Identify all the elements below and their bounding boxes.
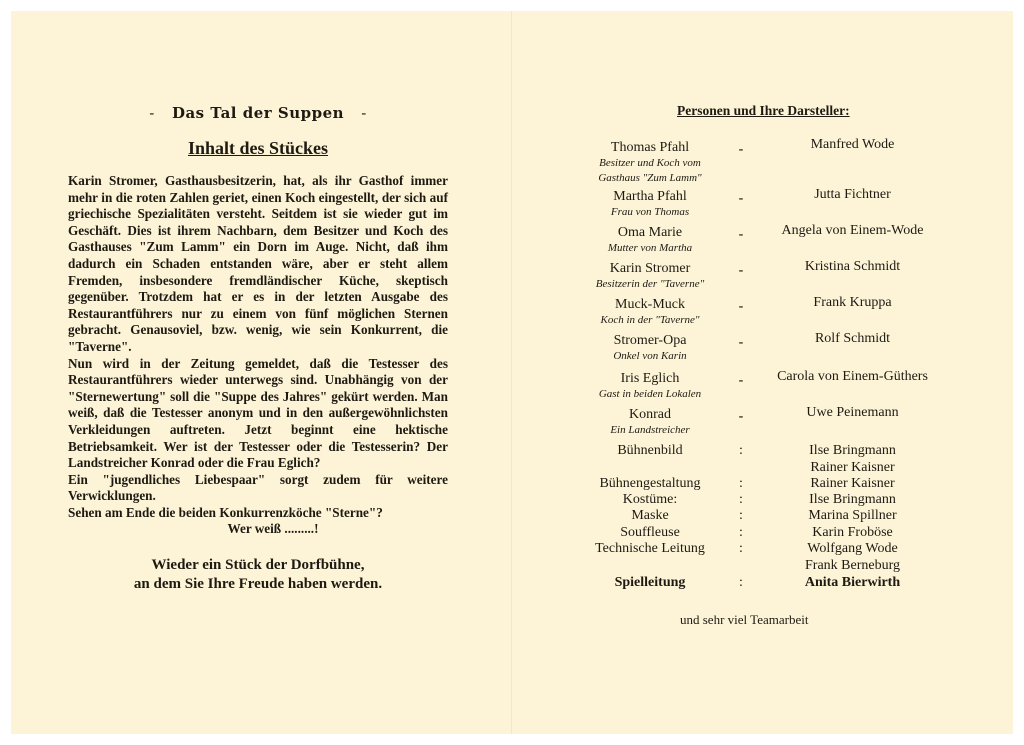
- crew-name: Marina Spillner: [808, 508, 897, 523]
- separator: :: [739, 575, 743, 590]
- separator: -: [738, 373, 744, 388]
- character-name: Konrad Ein Landstreicher: [580, 407, 720, 438]
- crew-names: [765, 443, 940, 476]
- crew-name: Rainer Kaisner: [810, 476, 895, 491]
- character-role: Mutter von Martha: [607, 242, 693, 254]
- left-page: [68, 100, 448, 594]
- actor-name: Uwe Peinemann: [806, 405, 899, 420]
- crew-name: Ilse Bringmann: [809, 443, 896, 458]
- crew-role: Bühnengestaltung: [599, 476, 701, 491]
- wer-weiss-line: Wer weiß .........!: [227, 521, 319, 537]
- synopsis-paragraph: Nun wird in der Zeitung gemeldet, daß die Testesser des Restaurantführers wieder unterwegs sind. Unabhängig von der "Sternewertung" soll die "Suppe des Jahres" gekürt werden. Man weiß, daß die Testesser anonym und in den außergewöhnlichsten Verkleidungen auftreten. Jetzt beginnt eine hektische Betriebsamkeit. Wer ist der Testesser oder die Testesserin? Der Landstreicher Konrad oder die Frau Eglich?: [68, 355, 448, 471]
- cast-title: Personen und Ihre Darsteller:: [677, 103, 850, 118]
- separator: -: [738, 263, 744, 278]
- separator: -: [738, 227, 744, 242]
- play-title: [68, 104, 448, 122]
- crew-role: Spielleitung: [614, 575, 686, 590]
- character-name: Stromer-Opa Onkel von Karin: [580, 333, 720, 364]
- separator: -: [738, 142, 744, 157]
- teamwork-footer: und sehr viel Teamarbeit: [680, 612, 809, 627]
- crew-name: Anita Bierwirth: [804, 575, 901, 590]
- separator: -: [738, 409, 744, 424]
- actor-name: Manfred Wode: [810, 137, 895, 152]
- crew-role: Bühnenbild: [617, 443, 683, 458]
- separator: :: [739, 492, 743, 507]
- separator: :: [739, 525, 743, 540]
- synopsis-paragraph: Karin Stromer, Gasthausbesitzerin, hat, als ihr Gasthof immer mehr in die roten Zahlen geriet, einen Koch eingestellt, der sich auf griechische Spezialitäten versteht. Seitdem ist sie wieder gut im Geschäft. Dies ist ihrem Nachbarn, dem Besitzer und Koch des Gasthauses "Zum Lamm" ein Dorn im Auge. Nicht, daß ihm dadurch ein Schaden entstanden wäre, aber er steht allem Fremden, insbesondere fremdländischer Küche, skeptisch gegenüber. Trotzdem hat er es in der letzten Ausgabe des Restaurantführers nur zu einem von fünf möglichen Sternen gebracht. Genausoviel, bzw. wenig, wie sein Konkurrent, die "Taverne".: [68, 173, 448, 354]
- separator: :: [739, 443, 743, 458]
- character-name: Muck-Muck Koch in der "Taverne": [580, 297, 720, 328]
- crew-name: Ilse Bringmann: [809, 492, 896, 507]
- closing-line: an dem Sie Ihre Freude haben werden.: [133, 576, 383, 593]
- character-name: Martha Pfahl Frau von Thomas: [580, 189, 720, 220]
- synopsis-body: [68, 173, 448, 538]
- character-name: Iris Eglich Gast in beiden Lokalen: [580, 371, 720, 402]
- character-role: Ein Landstreicher: [610, 424, 690, 436]
- crew-name: Wolfgang Wode: [807, 541, 898, 556]
- crew-name: Rainer Kaisner: [810, 459, 895, 475]
- character-role: Frau von Thomas: [610, 206, 690, 218]
- actor-name: Frank Kruppa: [813, 295, 892, 310]
- separator: :: [739, 541, 743, 556]
- separator: -: [738, 299, 744, 314]
- character-name: Oma Marie Mutter von Martha: [580, 225, 720, 256]
- crew-role: Souffleuse: [620, 525, 680, 540]
- crew-role: Maske: [631, 508, 669, 523]
- actor-name: Rolf Schmidt: [814, 331, 891, 346]
- character-role: Besitzerin der "Taverne": [595, 278, 705, 290]
- title-dash-right: -: [361, 104, 367, 122]
- actor-name: Carola von Einem-Güthers: [777, 369, 928, 384]
- center-fold: [511, 11, 512, 734]
- crew-name: Karin Froböse: [812, 525, 893, 540]
- actor-name: Angela von Einem-Wode: [781, 223, 924, 238]
- synopsis-paragraph: Ein "jugendliches Liebespaar" sorgt zudem für weitere Verwicklungen.: [68, 471, 448, 504]
- separator: -: [738, 191, 744, 206]
- title-dash-left: -: [149, 104, 155, 122]
- character-name: Thomas Pfahl Besitzer und Koch vom Gasthaus "Zum Lamm": [580, 140, 720, 186]
- character-role: Koch in der "Taverne": [600, 314, 700, 326]
- separator: -: [738, 335, 744, 350]
- crew-name: Frank Berneburg: [805, 557, 900, 573]
- actor-name: Kristina Schmidt: [804, 259, 901, 274]
- crew-role: Technische Leitung: [595, 541, 705, 556]
- character-role: Gast in beiden Lokalen: [598, 388, 702, 400]
- character-role: Onkel von Karin: [613, 350, 687, 362]
- separator: :: [739, 508, 743, 523]
- crew-names: [765, 541, 940, 574]
- actor-name: Jutta Fichtner: [814, 187, 891, 202]
- separator: :: [739, 476, 743, 491]
- character-name: Karin Stromer Besitzerin der "Taverne": [580, 261, 720, 292]
- play-title-text: Das Tal der Suppen: [171, 104, 345, 122]
- crew-role: Kostüme:: [622, 492, 678, 507]
- synopsis-heading: Inhalt des Stückes: [187, 138, 329, 158]
- character-role: Besitzer und Koch vom Gasthaus "Zum Lamm": [598, 157, 702, 184]
- closing-line: Wieder ein Stück der Dorfbühne,: [151, 557, 365, 574]
- closing-text: [68, 556, 448, 594]
- synopsis-paragraph: Sehen am Ende die beiden Konkurrenzköche "Sterne"?: [68, 504, 383, 520]
